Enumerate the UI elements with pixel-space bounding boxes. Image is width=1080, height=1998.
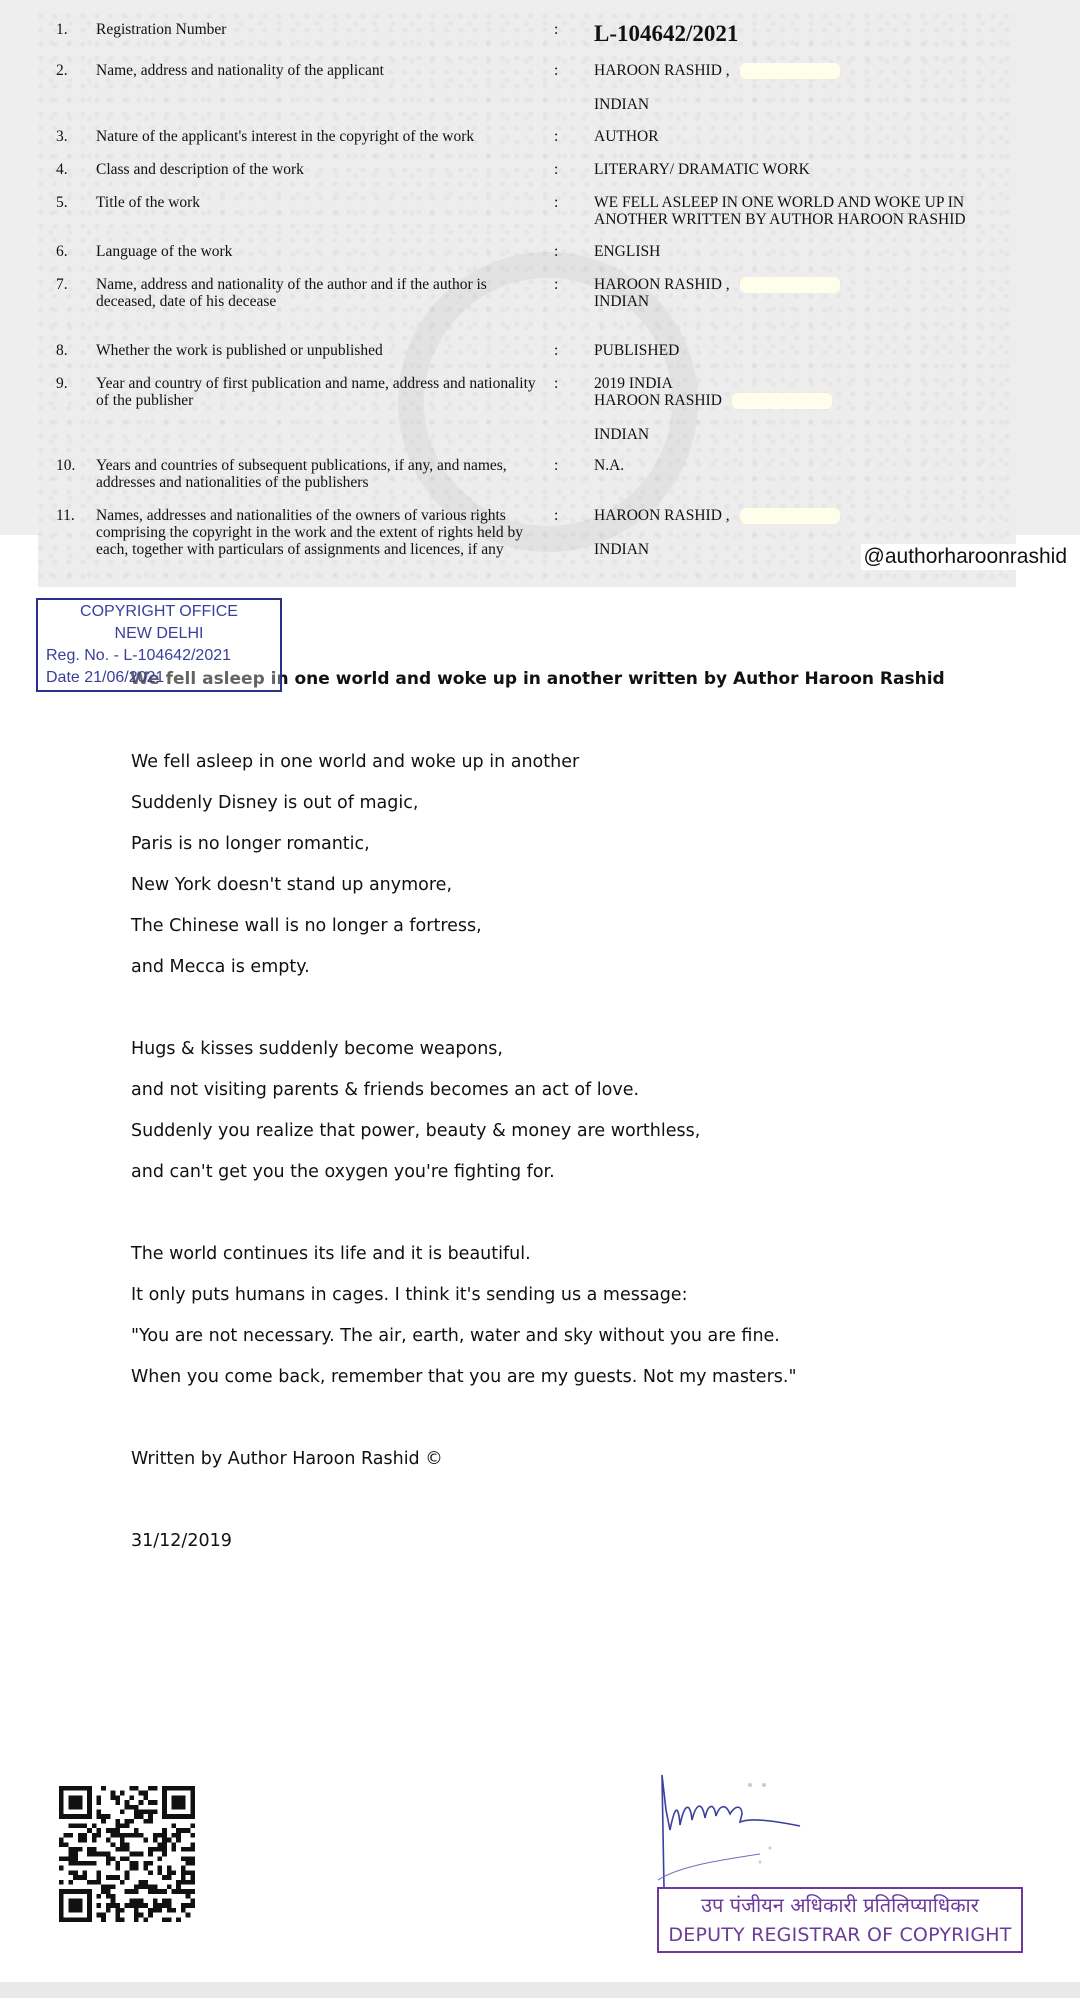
row-value-line: [594, 507, 1004, 524]
row-value-line: [594, 243, 1004, 260]
row-value-text: INDIAN: [594, 541, 650, 559]
row-number: 11.: [56, 507, 75, 524]
row-label: Name, address and nationality of the author and if the author is deceased, date of his decease: [96, 276, 487, 310]
redaction-mark: [740, 508, 840, 524]
row-colon: :: [554, 194, 559, 211]
poem-line: Suddenly you realize that power, beauty & money are worthless,: [131, 1121, 701, 1141]
row-value-line: [594, 21, 1004, 47]
row-colon: :: [554, 457, 559, 474]
registrar-title-hindi: उप पंजीयन अधिकारी प्रतिलिप्याधिकार: [701, 1893, 979, 1917]
row-colon: :: [554, 342, 559, 359]
row-value: [594, 161, 1004, 178]
row-label: Title of the work: [96, 194, 201, 211]
stamp-line-office: COPYRIGHT OFFICE: [80, 603, 238, 620]
row-colon: :: [554, 507, 559, 524]
row-colon: :: [554, 128, 559, 145]
redaction-mark: [732, 393, 832, 409]
row-number: 5.: [56, 194, 68, 211]
stamp-line-date: Date 21/06/2021: [46, 669, 165, 686]
poem-line: The world continues its life and it is beautiful.: [131, 1244, 531, 1264]
row-value-line: [594, 62, 1004, 79]
row-value-text: ANOTHER WRITTEN BY AUTHOR HAROON RASHID: [594, 211, 966, 228]
row-value-text: HAROON RASHID ,: [594, 62, 730, 79]
row-label: Year and country of first publication and name, address and nationality of the publisher: [96, 375, 536, 409]
poem-line: and can't get you the oxygen you're fighting for.: [131, 1162, 555, 1182]
poem-blank-line: [131, 1405, 797, 1446]
poem-blank-line: [131, 995, 797, 1036]
poem-line: We fell asleep in one world and woke up in another: [131, 752, 580, 772]
row-number: 4.: [56, 161, 68, 178]
row-label: Years and countries of subsequent publications, if any, and names, addresses and nationalities of the publishers: [96, 457, 507, 491]
row-value: [594, 62, 1004, 113]
row-value-line: [594, 128, 1004, 145]
row-value-text: AUTHOR: [594, 128, 659, 145]
copyright-office-stamp: [36, 598, 282, 692]
row-label: Registration Number: [96, 21, 227, 38]
row-value: [594, 21, 1004, 47]
author-handle-watermark: @authorharoonrashid: [861, 544, 1070, 570]
row-value-line: [594, 194, 1004, 211]
poem-blank-line: [131, 1200, 797, 1241]
row-value: [594, 128, 1004, 145]
stamp-line-reg: Reg. No. - L-104642/2021: [46, 647, 232, 664]
row-colon: :: [554, 276, 559, 293]
row-value-text: 2019 INDIA: [594, 375, 673, 392]
qr-code-icon: [58, 1786, 196, 1922]
row-label: Name, address and nationality of the applicant: [96, 62, 384, 79]
row-number: 8.: [56, 342, 68, 359]
poem-line: Written by Author Haroon Rashid ©: [131, 1449, 443, 1469]
row-value-text: ENGLISH: [594, 243, 661, 260]
poem-line: 31/12/2019: [131, 1531, 232, 1551]
poem-line: and Mecca is empty.: [131, 957, 310, 977]
row-value-line: [594, 96, 1004, 113]
poem-blank-line: [131, 1487, 797, 1528]
row-number: 6.: [56, 243, 68, 260]
row-value-text: L-104642/2021: [594, 21, 739, 46]
signature-icon: [650, 1770, 830, 1890]
row-value-text: INDIAN: [594, 96, 650, 114]
row-value-text: HAROON RASHID: [594, 392, 722, 409]
row-value-text: INDIAN: [594, 426, 650, 444]
deputy-registrar-stamp: [657, 1887, 1023, 1953]
row-value-text: HAROON RASHID ,: [594, 276, 730, 293]
row-value-text: PUBLISHED: [594, 342, 680, 359]
poem-line: "You are not necessary. The air, earth, water and sky without you are fine.: [131, 1326, 780, 1346]
row-number: 2.: [56, 62, 68, 79]
row-value: [594, 457, 1004, 474]
row-value: [594, 375, 1004, 443]
row-number: 7.: [56, 276, 68, 293]
row-value: [594, 243, 1004, 260]
redaction-mark: [740, 277, 840, 293]
poem-line: It only puts humans in cages. I think it's sending us a message:: [131, 1285, 688, 1305]
row-colon: :: [554, 161, 559, 178]
poem-line: The Chinese wall is no longer a fortress,: [131, 916, 482, 936]
poem-line: When you come back, remember that you are my guests. Not my masters.": [131, 1367, 797, 1387]
registrar-title-english: DEPUTY REGISTRAR OF COPYRIGHT: [668, 1924, 1012, 1946]
row-colon: :: [554, 21, 559, 38]
row-value-text: WE FELL ASLEEP IN ONE WORLD AND WOKE UP IN: [594, 194, 965, 211]
registration-form: [38, 12, 1016, 587]
row-value-line: [594, 161, 1004, 178]
poem-line: Paris is no longer romantic,: [131, 834, 370, 854]
row-label: Language of the work: [96, 243, 233, 260]
poem-line: New York doesn't stand up anymore,: [131, 875, 453, 895]
row-label: Class and description of the work: [96, 161, 304, 178]
row-value-line: [594, 293, 1004, 310]
row-colon: :: [554, 243, 559, 260]
row-value-text: N.A.: [594, 457, 625, 474]
row-value-text: HAROON RASHID ,: [594, 507, 730, 524]
poem-line: and not visiting parents & friends becomes an act of love.: [131, 1080, 640, 1100]
row-value-line: [594, 392, 1004, 409]
row-value-line: [594, 426, 1004, 443]
row-value-line: [594, 342, 1004, 359]
row-number: 3.: [56, 128, 68, 145]
row-label: Names, addresses and nationalities of the owners of various rights comprising the copyright in the work and the extent of rights held by each, together with particulars of assignments and licences, if any: [96, 507, 524, 558]
stamp-line-city: NEW DELHI: [114, 625, 204, 642]
row-value-line: [594, 211, 1004, 228]
row-number: 9.: [56, 375, 68, 392]
row-value: [594, 276, 1004, 310]
row-value: [594, 342, 1004, 359]
poem-line: Hugs & kisses suddenly become weapons,: [131, 1039, 503, 1059]
poem-body: [131, 749, 797, 1569]
row-value-text: INDIAN: [594, 293, 650, 311]
row-number: 10.: [56, 457, 76, 474]
row-label: Nature of the applicant's interest in the copyright of the work: [96, 128, 475, 145]
row-value-line: [594, 375, 1004, 392]
row-label: Whether the work is published or unpublished: [96, 342, 383, 359]
poem-title: We fell asleep in one world and woke up in another written by Author Haroon Rashid: [130, 669, 945, 689]
row-colon: :: [554, 62, 559, 79]
poem-line: Suddenly Disney is out of magic,: [131, 793, 419, 813]
row-value-line: [594, 276, 1004, 293]
row-colon: :: [554, 375, 559, 392]
row-number: 1.: [56, 21, 68, 38]
redaction-mark: [740, 63, 840, 79]
row-value: [594, 194, 1004, 228]
row-value-text: LITERARY/ DRAMATIC WORK: [594, 161, 810, 178]
row-value-line: [594, 457, 1004, 474]
